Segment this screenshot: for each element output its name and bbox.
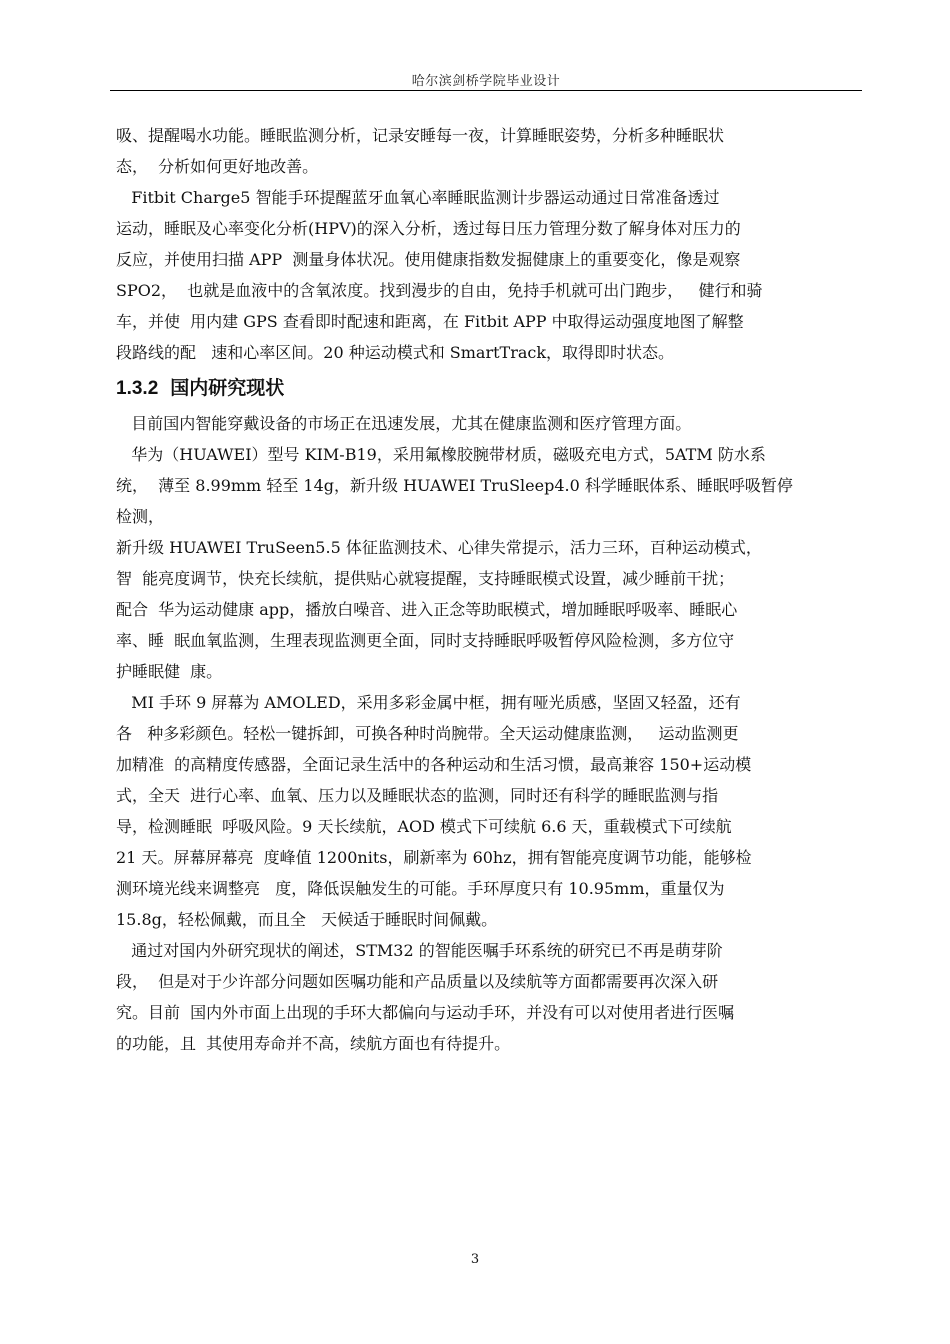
text-line: 华为（HUAWEI）型号 KIM-B19，采用氟橡胶腕带材质，磁吸充电方式，5ATM 防水系 [116,445,766,464]
text-line: 的功能，且 其使用寿命并不高，续航方面也有待提升。 [116,1034,511,1053]
running-header: 哈尔滨剑桥学院毕业设计 [411,74,561,89]
paragraph [116,687,868,935]
text-line: 测环境光线来调整亮 度，降低误触发生的可能。手环厚度只有 10.95mm，重量仅为 [116,879,725,898]
section-number: 1.3.2 [116,378,159,399]
section-heading [116,372,868,406]
paragraph [116,408,868,439]
section-title: 国内研究现状 [170,378,285,399]
text-line: 护睡眠健 康。 [116,662,223,681]
body-text [116,120,868,1059]
text-line: 15.8g，轻松佩戴，而且全 天候适于睡眠时间佩戴。 [116,910,498,929]
text-line: 段路线的配 速和心率区间。20 种运动模式和 SmartTrack，取得即时状态。 [116,343,675,362]
text-line: 导，检测睡眠 呼吸风险。9 天长续航，AOD 模式下可续航 6.6 天，重载模式下可续航 [116,817,732,836]
text-line: Fitbit Charge5 智能手环提醒蓝牙血氧心率睡眠监测计步器运动通过日常准备透过 [116,188,720,207]
text-line: 反应，并使用扫描 APP 测量身体状况。使用健康指数发掘健康上的重要变化，像是观察 [116,250,741,269]
text-line: 目前国内智能穿戴设备的市场正在迅速发展，尤其在健康监测和医疗管理方面。 [116,414,692,433]
header-rule [110,90,862,91]
page-number: 3 [470,1252,480,1267]
text-line: 配合 华为运动健康 app，播放白噪音、进入正念等助眠模式，增加睡眠呼吸率、睡眠心 [116,600,738,619]
text-line: 态， 分析如何更好地改善。 [116,157,319,176]
text-line: 车，并使 用内建 GPS 查看即时配速和距离，在 Fitbit APP 中取得运动强度地图了解整 [116,312,744,331]
paragraph [116,935,868,1059]
text-line: 统， 薄至 8.99mm 轻至 14g，新升级 HUAWEI TruSleep4.0 科学睡眠体系、睡眠呼吸暂停 [116,476,793,495]
text-line: SPO2， 也就是血液中的含氧浓度。找到漫步的自由，免持手机就可出门跑步， 健行和骑 [116,281,763,300]
text-line: 究。目前 国内外市面上出现的手环大都偏向与运动手环，并没有可以对使用者进行医嘱 [116,1003,735,1022]
paragraph [116,120,868,182]
text-line: 运动，睡眠及心率变化分析(HPV)的深入分析，透过每日压力管理分数了解身体对压力的 [116,219,741,238]
text-line: 吸、提醒喝水功能。睡眠监测分析，记录安睡每一夜，计算睡眠姿势，分析多种睡眠状 [116,126,725,145]
text-line: 率、睡 眠血氧监测，生理表现监测更全面，同时支持睡眠呼吸暂停风险检测，多方位守 [116,631,735,650]
text-line: 各 种多彩颜色。轻松一键拆卸，可换各种时尚腕带。全天运动健康监测， 运动监测更 [116,724,739,743]
text-line: MI 手环 9 屏幕为 AMOLED，采用多彩金属中框，拥有哑光质感，坚固又轻盈，还有 [116,693,741,712]
text-line: 智 能亮度调节，快充长续航，提供贴心就寝提醒，支持睡眠模式设置，减少睡前干扰； [116,569,735,588]
text-line: 21 天。屏幕屏幕亮 度峰值 1200nits，刷新率为 60hz，拥有智能亮度调节功能，能够检 [116,848,752,867]
paragraph [116,182,868,368]
text-line: 式，全天 进行心率、血氧、压力以及睡眠状态的监测，同时还有科学的睡眠监测与指 [116,786,719,805]
text-line: 检测， [116,507,165,526]
text-line: 加精准 的高精度传感器，全面记录生活中的各种运动和生活习惯，最高兼容 150+运动模 [116,755,752,774]
text-line: 段， 但是对于少许部分问题如医嘱功能和产品质量以及续航等方面都需要再次深入研 [116,972,719,991]
text-line: 新升级 HUAWEI TruSeen5.5 体征监测技术、心律失常提示，活力三环，百种运动模式， [116,538,762,557]
paragraph [116,439,868,687]
text-line: 通过对国内外研究现状的阐述，STM32 的智能医嘱手环系统的研究已不再是萌芽阶 [116,941,723,960]
